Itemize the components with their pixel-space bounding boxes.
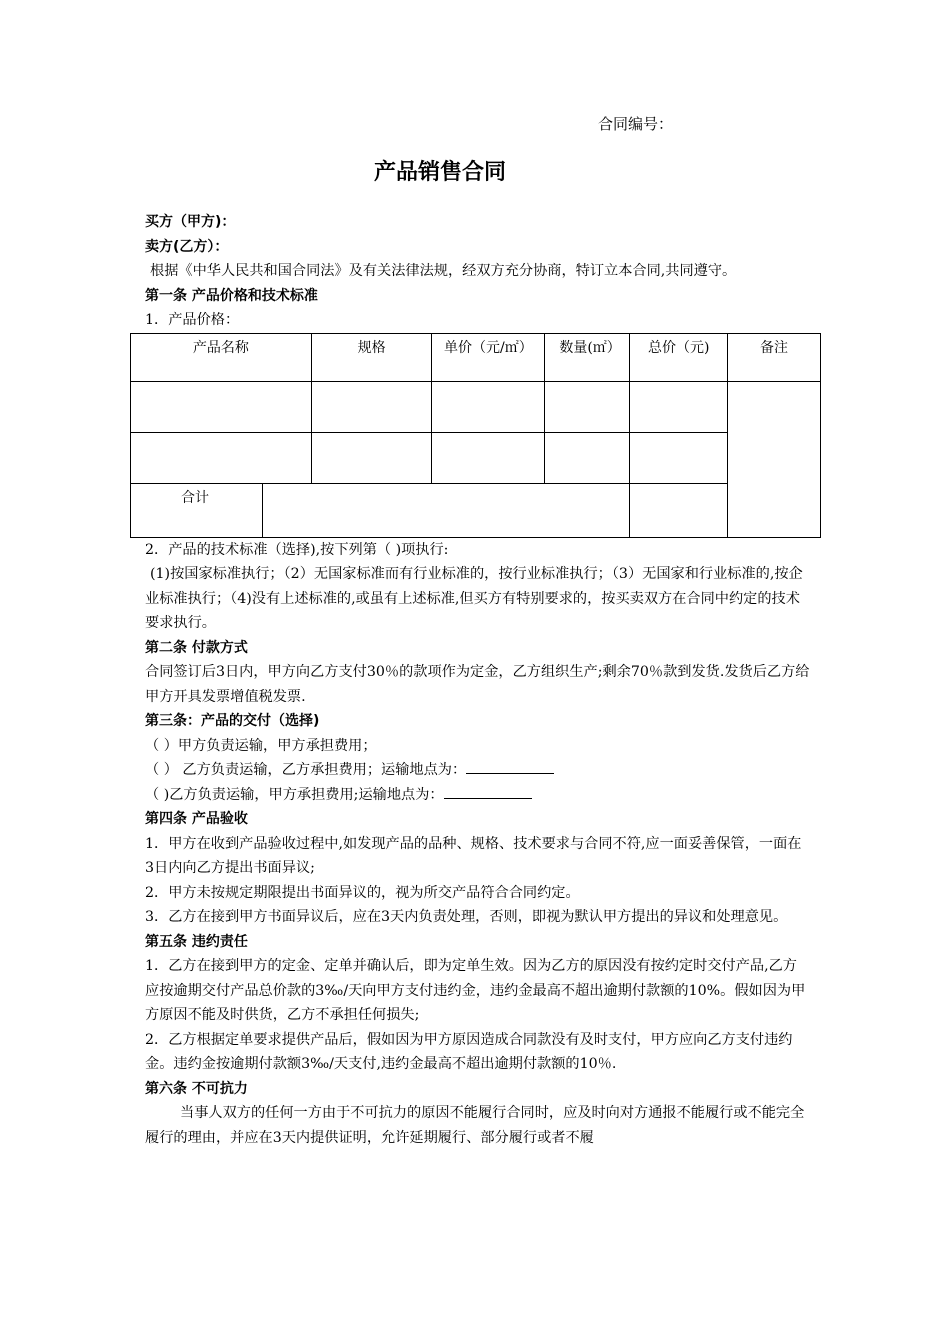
- remarks-cell: [728, 381, 821, 537]
- location-blank-1: [466, 759, 554, 774]
- article1-standards: (1)按国家标准执行；（2）无国家标准而有行业标准的，按行业标准执行；（3）无国家和行业标准的,按企业标准执行；（4)没有上述标准的,或虽有上述标准,但买方有特别要求的，按买卖双方在合同中约定的技术要求执行。: [145, 566, 803, 631]
- table-cell: [630, 381, 728, 432]
- document-title: 产品销售合同: [373, 160, 506, 185]
- header-unit-price: 单价（元/㎡）: [432, 333, 545, 381]
- article2-text: 合同签订后3日内，甲方向乙方支付30％的款项作为定金，乙方组织生产;剩余70％款到发货.发货后乙方给甲方开具发票增值税发票.: [145, 664, 810, 705]
- article3-option2-text: （ ） 乙方负责运输，乙方承担费用；运输地点为：: [145, 762, 467, 778]
- table-cell: [131, 381, 312, 432]
- article3-option1: （ ）甲方负责运输，甲方承担费用；: [145, 737, 377, 754]
- article2-heading: 第二条 付款方式: [145, 639, 248, 656]
- table-total-row: [131, 483, 821, 537]
- location-blank-2: [444, 784, 532, 799]
- table-cell: [630, 483, 728, 537]
- table-header-row: [131, 333, 821, 381]
- contract-number-label: 合同编号：: [598, 115, 674, 133]
- buyer-line: 买方（甲方)：: [145, 214, 236, 230]
- header-quantity: 数量(㎡）: [545, 333, 630, 381]
- table-row: [131, 381, 821, 432]
- intro-paragraph: 根据《中华人民共和国合同法》及有关法律法规，经双方充分协商，特订立本合同,共同遵守。: [150, 263, 737, 279]
- article3-option2: [145, 758, 810, 783]
- article4-item2: 2．甲方未按规定期限提出书面异议的，视为所交产品符合合同约定。: [145, 884, 580, 901]
- header-spec: 规格: [311, 333, 432, 381]
- seller-line: 卖方(乙方）：: [145, 238, 229, 255]
- table-cell: [311, 432, 432, 483]
- article1-item2: 2．产品的技术标准（选择),按下列第（ )项执行:: [145, 541, 449, 558]
- header-remarks: 备注: [728, 333, 821, 381]
- table-cell: [432, 381, 545, 432]
- article4-heading: 第四条 产品验收: [145, 811, 248, 827]
- table-cell: [545, 381, 630, 432]
- header-total-price: 总价（元): [630, 333, 728, 381]
- article6-text: 当事人双方的任何一方由于不可抗力的原因不能履行合同时，应及时向对方通报不能履行或不能完全履行的理由，并应在3天内提供证明，允许延期履行、部分履行或者不履: [145, 1105, 805, 1146]
- table-cell: [262, 483, 629, 537]
- price-table: [130, 333, 821, 538]
- article1-item1: 1．产品价格：: [145, 312, 240, 328]
- table-cell: [432, 432, 545, 483]
- article1-heading: 第一条 产品价格和技术标准: [145, 287, 318, 304]
- article4-item3: 3．乙方在接到甲方书面异议后，应在3天内负责处理，否则，即视为默认甲方提出的异议和处理意见。: [145, 909, 788, 925]
- article3-option3: [145, 783, 810, 808]
- table-cell: [545, 432, 630, 483]
- total-label: 合计: [131, 483, 263, 537]
- table-row: [131, 432, 821, 483]
- article5-heading: 第五条 违约责任: [145, 933, 248, 950]
- article3-heading: 第三条：产品的交付（选择): [145, 713, 320, 729]
- article5-item2: 2．乙方根据定单要求提供产品后，假如因为甲方原因造成合同款没有及时支付，甲方应向乙方支付违约金。违约金按逾期付款额3‰/天支付,违约金最高不超出逾期付款额的10％.: [145, 1031, 793, 1072]
- header-product-name: 产品名称: [131, 333, 312, 381]
- table-cell: [131, 432, 312, 483]
- table-cell: [630, 432, 728, 483]
- table-cell: [311, 381, 432, 432]
- article4-item1: 1．甲方在收到产品验收过程中,如发现产品的品种、规格、技术要求与合同不符,应一面妥善保管，一面在3日内向乙方提出书面异议;: [145, 835, 802, 876]
- article6-heading: 第六条 不可抗力: [145, 1080, 248, 1097]
- document-body: [145, 210, 810, 1150]
- article5-item1: 1．乙方在接到甲方的定金、定单并确认后，即为定单生效。因为乙方的原因没有按约定时交付产品,乙方应按逾期交付产品总价款的3‰/天向甲方支付违约金，违约金最高不超出逾期付款额的10%。假如因为甲方原因不能及时供货，乙方不承担任何损失;: [145, 958, 806, 1023]
- article3-option3-text: （ )乙方负责运输，甲方承担费用;运输地点为：: [145, 786, 444, 803]
